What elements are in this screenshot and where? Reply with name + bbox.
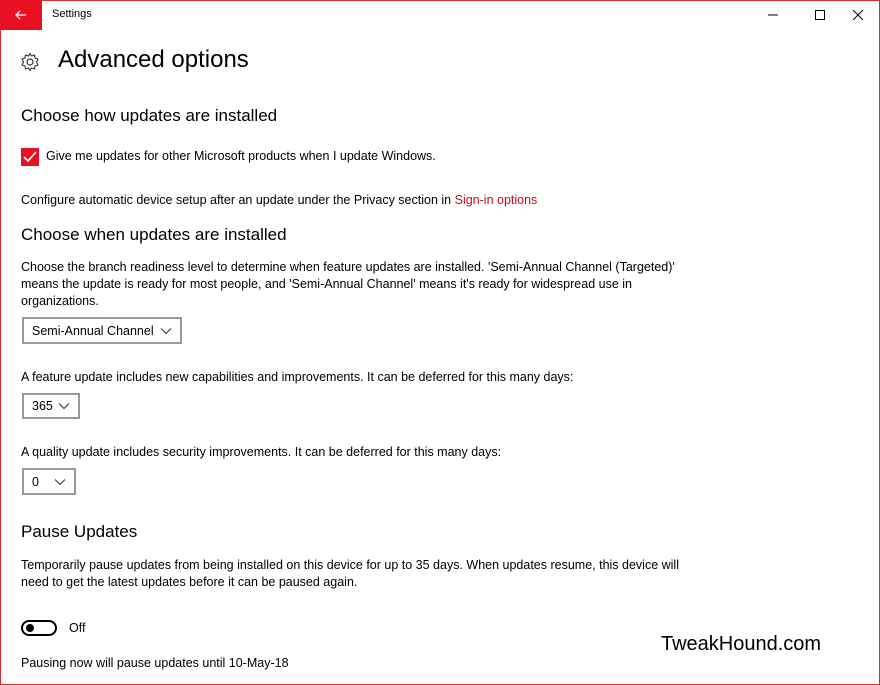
back-button[interactable] <box>0 0 42 30</box>
window-title: Settings <box>52 8 92 20</box>
toggle-state-label: Off <box>69 621 86 635</box>
page-title: Advanced options <box>58 46 249 73</box>
toggle-knob <box>26 624 34 632</box>
pause-description-line2: need to get the latest updates before it can be paused again. <box>21 575 358 589</box>
title-bar <box>0 0 880 30</box>
checkbox-label[interactable]: Give me updates for other Microsoft products when I update Windows. <box>46 149 436 163</box>
back-arrow-icon <box>15 10 27 20</box>
checkmark-icon <box>23 151 37 163</box>
branch-readiness-value: Semi-Annual Channel <box>32 323 154 338</box>
maximize-icon <box>815 10 825 20</box>
configure-description: Configure automatic device setup after an update under the Privacy section in <box>21 193 452 207</box>
quality-update-description: A quality update includes security improvements. It can be deferred for this many days: <box>21 445 502 459</box>
section-heading-install-how: Choose how updates are installed <box>21 106 278 125</box>
microsoft-products-checkbox[interactable] <box>21 148 39 166</box>
feature-update-description: A feature update includes new capabilities and improvements. It can be deferred for this many days: <box>21 370 574 384</box>
pause-updates-toggle[interactable] <box>21 620 57 636</box>
branch-description-line3: organizations. <box>21 294 99 308</box>
feature-defer-value: 365 <box>32 399 53 413</box>
branch-readiness-dropdown[interactable] <box>22 317 182 344</box>
close-button[interactable] <box>835 0 880 30</box>
chevron-down-icon <box>54 478 66 485</box>
chevron-down-icon <box>160 327 172 334</box>
configure-text <box>21 193 537 207</box>
pause-until-text: Pausing now will pause updates until 10-May-18 <box>21 656 289 670</box>
quality-defer-value: 0 <box>32 474 39 489</box>
gear-icon <box>20 52 40 77</box>
sign-in-options-link[interactable]: Sign-in options <box>454 193 538 207</box>
section-heading-pause: Pause Updates <box>21 522 138 541</box>
feature-defer-dropdown[interactable] <box>22 393 80 419</box>
chevron-down-icon <box>58 403 70 410</box>
minimize-button[interactable] <box>750 0 796 30</box>
quality-defer-dropdown[interactable] <box>22 468 76 495</box>
section-heading-install-when: Choose when updates are installed <box>21 225 287 244</box>
close-icon <box>853 10 863 20</box>
watermark-text: TweakHound.com <box>661 633 822 655</box>
branch-description-line2: means the update is ready for most people, and 'Semi-Annual Channel' means it's ready for widespread use in <box>21 277 632 291</box>
pause-description-line1: Temporarily pause updates from being installed on this device for up to 35 days. When updates resume, this device will <box>21 558 679 572</box>
branch-description-line1: Choose the branch readiness level to determine when feature updates are installed. 'Semi-Annual Channel (Targeted)' <box>21 260 675 274</box>
minimize-icon <box>768 10 778 20</box>
